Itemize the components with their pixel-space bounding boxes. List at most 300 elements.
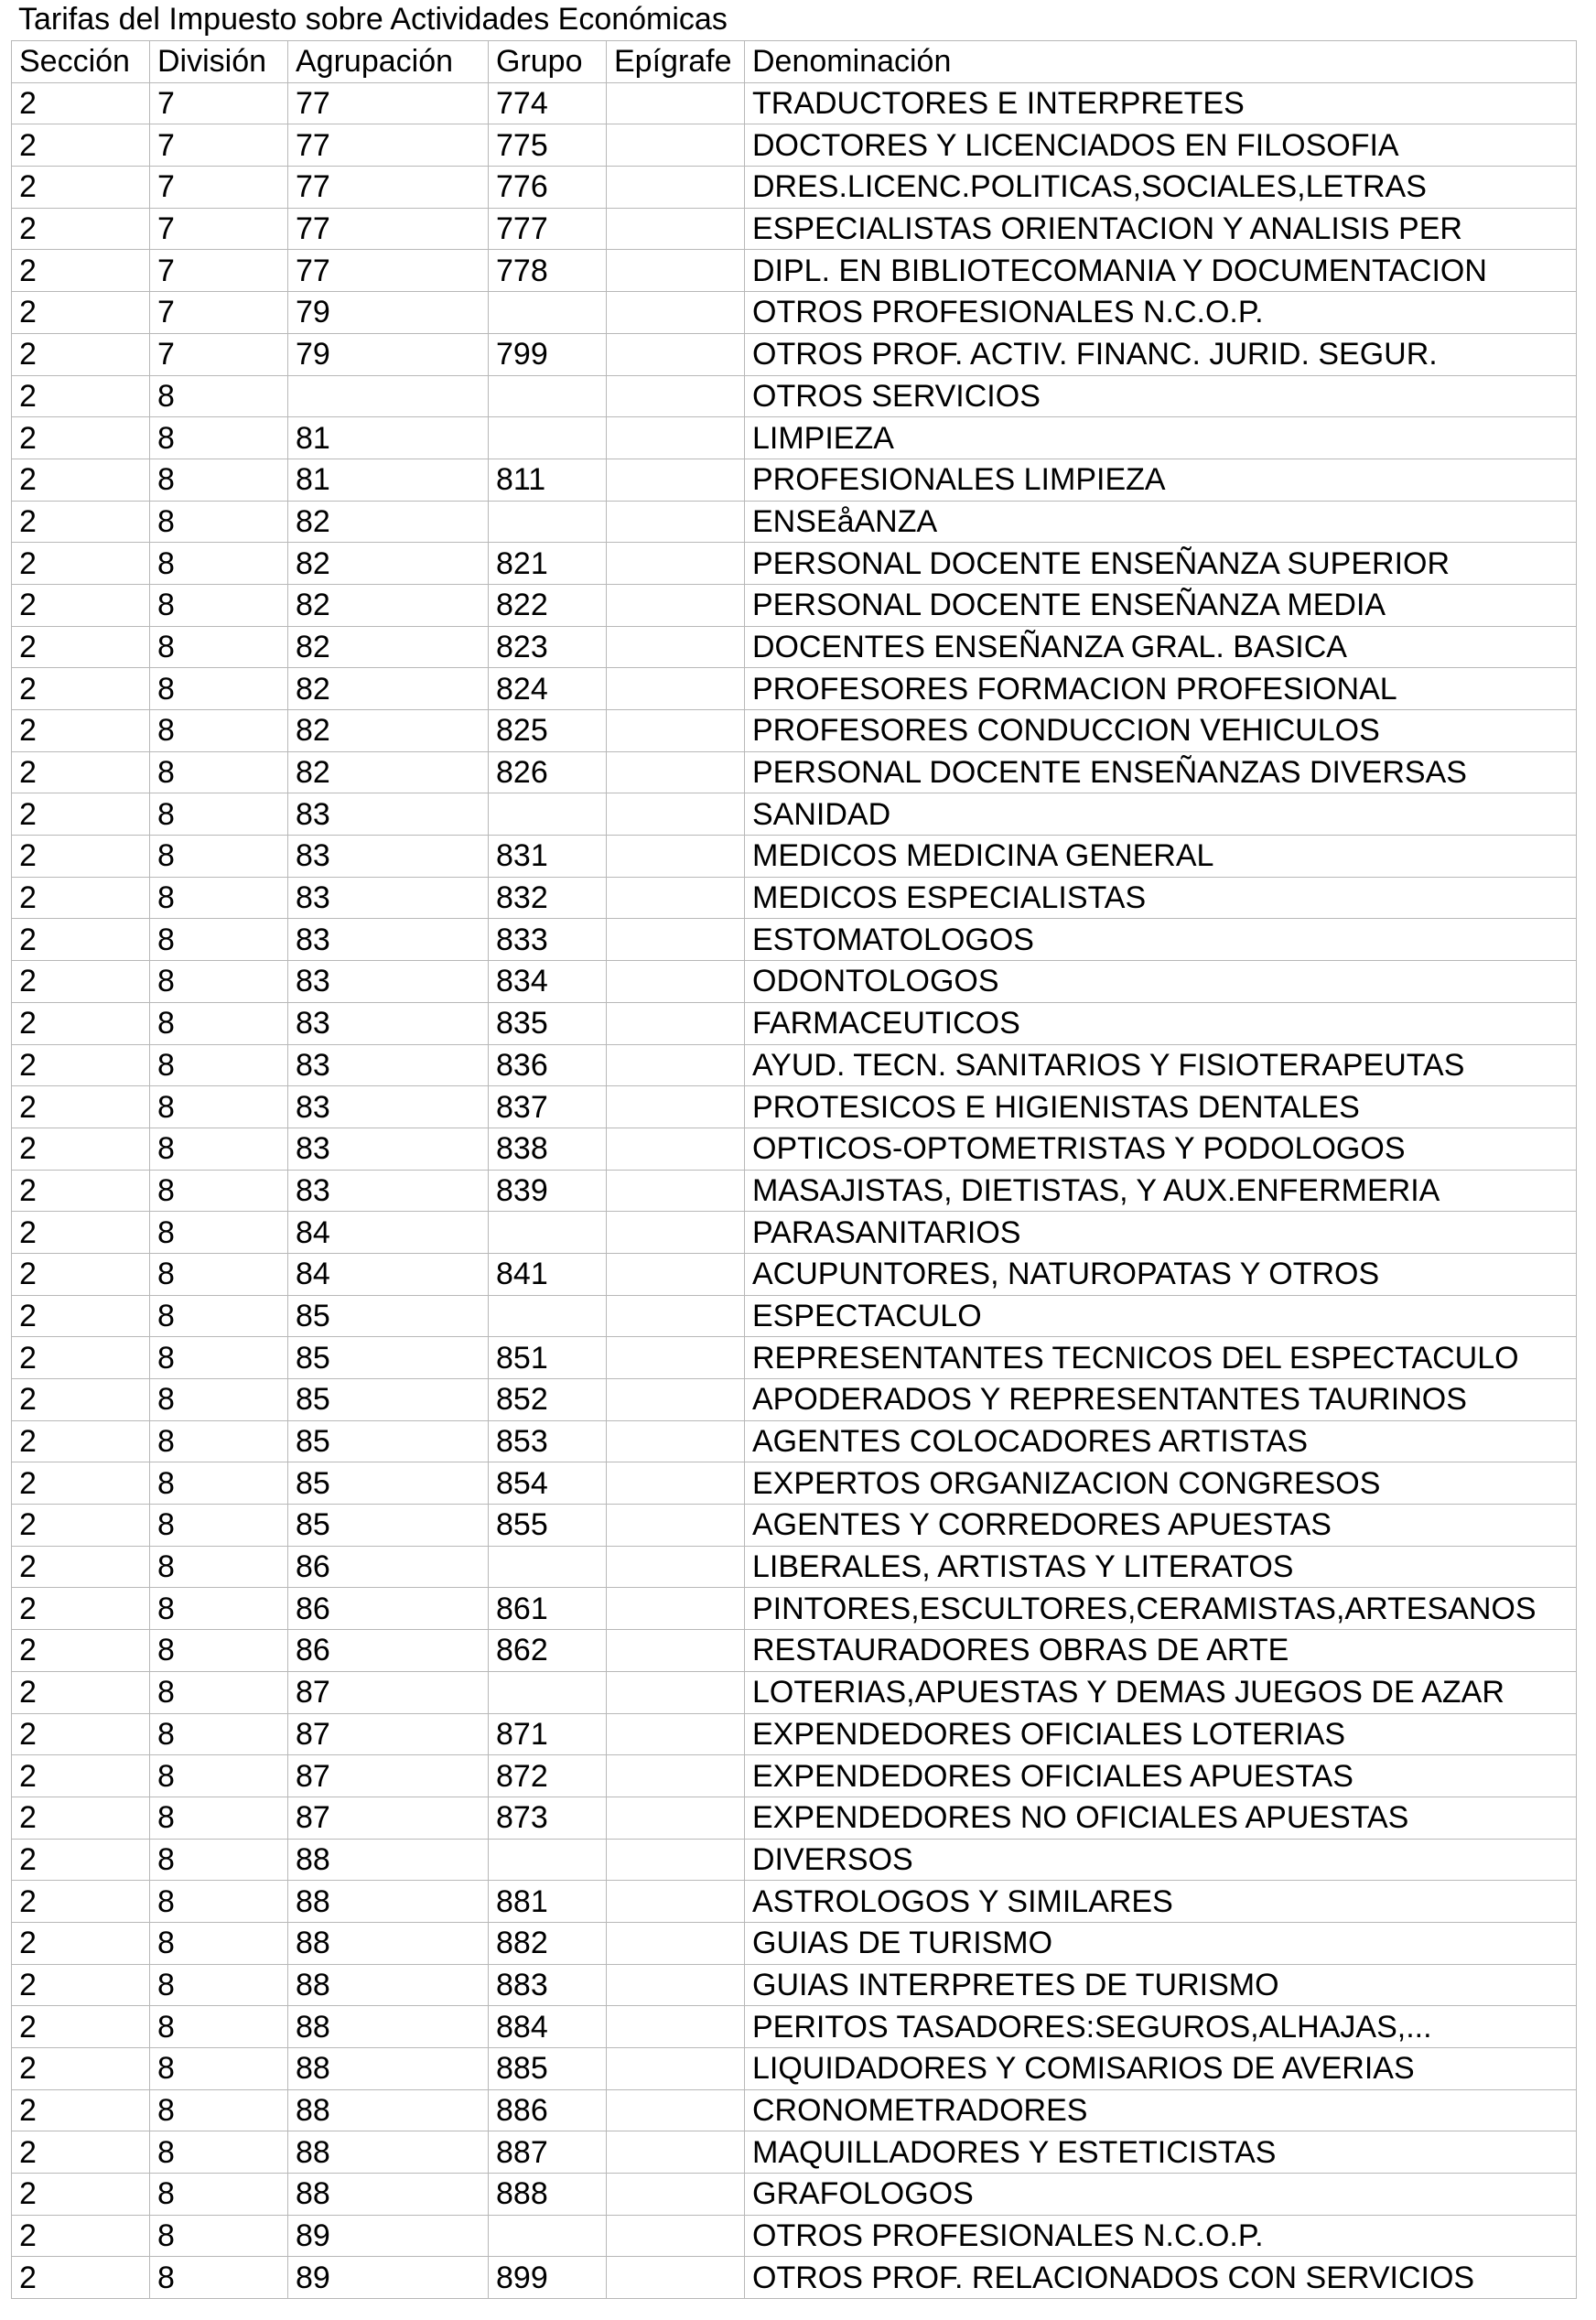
header-agrupacion: Agrupación [288,41,489,83]
cell-epigrafe [607,1128,745,1170]
cell-epigrafe [607,375,745,417]
table-row [12,208,1577,250]
table-row [12,710,1577,752]
cell-grupo [489,2215,607,2257]
cell-denominacion: PROFESIONALES LIMPIEZA [745,459,1577,501]
cell-seccion: 2 [12,250,150,292]
table-row [12,1086,1577,1128]
cell-denominacion: LIMPIEZA [745,417,1577,459]
header-epigrafe: Epígrafe [607,41,745,83]
cell-seccion: 2 [12,333,150,375]
cell-division: 8 [150,1128,288,1170]
cell-denominacion: GUIAS INTERPRETES DE TURISMO [745,1964,1577,2006]
table-row [12,333,1577,375]
cell-epigrafe [607,2048,745,2090]
table-row [12,1420,1577,1462]
cell-seccion: 2 [12,1253,150,1295]
cell-seccion: 2 [12,1212,150,1254]
cell-division: 8 [150,1671,288,1713]
cell-denominacion: ACUPUNTORES, NATUROPATAS Y OTROS [745,1253,1577,1295]
cell-division: 7 [150,167,288,209]
cell-seccion: 2 [12,1630,150,1672]
cell-seccion: 2 [12,1379,150,1421]
cell-seccion: 2 [12,459,150,501]
cell-grupo [489,292,607,334]
cell-denominacion: AYUD. TECN. SANITARIOS Y FISIOTERAPEUTAS [745,1044,1577,1086]
cell-epigrafe [607,1170,745,1212]
cell-seccion: 2 [12,2048,150,2090]
cell-epigrafe [607,1044,745,1086]
table-row [12,1630,1577,1672]
table-row [12,292,1577,334]
cell-agrupacion: 85 [288,1505,489,1547]
cell-grupo: 774 [489,82,607,124]
cell-denominacion: OTROS PROFESIONALES N.C.O.P. [745,2215,1577,2257]
cell-agrupacion: 83 [288,1044,489,1086]
cell-epigrafe [607,1755,745,1797]
cell-division: 8 [150,2048,288,2090]
cell-seccion: 2 [12,1964,150,2006]
cell-denominacion: EXPENDEDORES OFICIALES LOTERIAS [745,1713,1577,1755]
cell-grupo: 882 [489,1922,607,1964]
cell-denominacion: DIPL. EN BIBLIOTECOMANIA Y DOCUMENTACION [745,250,1577,292]
cell-seccion: 2 [12,375,150,417]
cell-division: 8 [150,1546,288,1588]
cell-agrupacion: 77 [288,167,489,209]
cell-division: 8 [150,375,288,417]
cell-grupo: 854 [489,1462,607,1505]
cell-grupo: 825 [489,710,607,752]
cell-agrupacion: 83 [288,793,489,836]
cell-denominacion: OPTICOS-OPTOMETRISTAS Y PODOLOGOS [745,1128,1577,1170]
cell-grupo: 811 [489,459,607,501]
cell-seccion: 2 [12,2257,150,2299]
cell-agrupacion: 85 [288,1337,489,1379]
cell-division: 8 [150,584,288,626]
cell-division: 8 [150,961,288,1003]
cell-denominacion: ODONTOLOGOS [745,961,1577,1003]
cell-seccion: 2 [12,961,150,1003]
cell-grupo: 824 [489,668,607,710]
cell-epigrafe [607,2174,745,2216]
table-row [12,1755,1577,1797]
cell-grupo [489,417,607,459]
cell-denominacion: OTROS PROF. RELACIONADOS CON SERVICIOS [745,2257,1577,2299]
cell-epigrafe [607,417,745,459]
cell-agrupacion: 85 [288,1420,489,1462]
table-row [12,1212,1577,1254]
cell-grupo: 836 [489,1044,607,1086]
tarifas-table [11,40,1577,2299]
cell-seccion: 2 [12,877,150,919]
cell-seccion: 2 [12,208,150,250]
cell-division: 8 [150,1839,288,1881]
cell-epigrafe [607,1337,745,1379]
cell-agrupacion: 83 [288,1086,489,1128]
cell-denominacion: EXPENDEDORES NO OFICIALES APUESTAS [745,1797,1577,1839]
cell-division: 8 [150,1337,288,1379]
cell-denominacion: GUIAS DE TURISMO [745,1922,1577,1964]
cell-agrupacion: 84 [288,1253,489,1295]
cell-agrupacion: 83 [288,1170,489,1212]
cell-agrupacion: 88 [288,1881,489,1923]
cell-division: 8 [150,1170,288,1212]
cell-grupo: 899 [489,2257,607,2299]
header-denominacion: Denominación [745,41,1577,83]
cell-epigrafe [607,2131,745,2174]
cell-denominacion: LIBERALES, ARTISTAS Y LITERATOS [745,1546,1577,1588]
cell-epigrafe [607,626,745,668]
cell-agrupacion: 82 [288,626,489,668]
table-row [12,417,1577,459]
table-row [12,1922,1577,1964]
cell-epigrafe [607,1212,745,1254]
cell-grupo: 883 [489,1964,607,2006]
cell-grupo: 885 [489,2048,607,2090]
cell-grupo: 822 [489,584,607,626]
cell-division: 8 [150,1630,288,1672]
cell-denominacion: PERSONAL DOCENTE ENSEÑANZA SUPERIOR [745,543,1577,585]
cell-agrupacion: 83 [288,877,489,919]
cell-division: 8 [150,1086,288,1128]
cell-denominacion: REPRESENTANTES TECNICOS DEL ESPECTACULO [745,1337,1577,1379]
cell-grupo: 871 [489,1713,607,1755]
cell-grupo: 873 [489,1797,607,1839]
cell-agrupacion: 87 [288,1713,489,1755]
cell-denominacion: PERITOS TASADORES:SEGUROS,ALHAJAS,... [745,2006,1577,2048]
cell-agrupacion: 88 [288,2006,489,2048]
cell-agrupacion: 82 [288,710,489,752]
cell-denominacion: OTROS SERVICIOS [745,375,1577,417]
table-row [12,2048,1577,2090]
cell-seccion: 2 [12,751,150,793]
table-body [12,82,1577,2298]
cell-agrupacion: 82 [288,501,489,543]
cell-grupo: 888 [489,2174,607,2216]
table-row [12,124,1577,167]
cell-agrupacion: 89 [288,2215,489,2257]
cell-seccion: 2 [12,167,150,209]
cell-epigrafe [607,919,745,961]
cell-agrupacion: 82 [288,543,489,585]
cell-agrupacion: 88 [288,1964,489,2006]
cell-grupo: 777 [489,208,607,250]
cell-seccion: 2 [12,1713,150,1755]
cell-agrupacion: 86 [288,1546,489,1588]
cell-seccion: 2 [12,1881,150,1923]
table-row [12,459,1577,501]
table-row [12,1546,1577,1588]
cell-epigrafe [607,1839,745,1881]
cell-grupo: 823 [489,626,607,668]
cell-division: 7 [150,292,288,334]
cell-denominacion: AGENTES Y CORREDORES APUESTAS [745,1505,1577,1547]
cell-denominacion: ENSEåANZA [745,501,1577,543]
cell-grupo: 851 [489,1337,607,1379]
cell-grupo [489,1212,607,1254]
page-title: Tarifas del Impuesto sobre Actividades Económicas [18,2,728,37]
cell-epigrafe [607,1295,745,1337]
cell-epigrafe [607,2257,745,2299]
cell-seccion: 2 [12,2215,150,2257]
cell-epigrafe [607,208,745,250]
cell-agrupacion: 88 [288,2089,489,2131]
cell-agrupacion: 88 [288,2048,489,2090]
cell-agrupacion: 88 [288,2131,489,2174]
cell-division: 8 [150,877,288,919]
table-row [12,1128,1577,1170]
cell-division: 8 [150,2131,288,2174]
cell-denominacion: DOCTORES Y LICENCIADOS EN FILOSOFIA [745,124,1577,167]
cell-agrupacion: 82 [288,751,489,793]
cell-seccion: 2 [12,1588,150,1630]
cell-denominacion: ESPECTACULO [745,1295,1577,1337]
table-header-row [12,41,1577,83]
cell-grupo: 837 [489,1086,607,1128]
cell-denominacion: CRONOMETRADORES [745,2089,1577,2131]
cell-agrupacion: 83 [288,1128,489,1170]
cell-grupo: 862 [489,1630,607,1672]
cell-seccion: 2 [12,292,150,334]
cell-agrupacion: 88 [288,1922,489,1964]
cell-epigrafe [607,1002,745,1044]
cell-epigrafe [607,1630,745,1672]
cell-denominacion: PINTORES,ESCULTORES,CERAMISTAS,ARTESANOS [745,1588,1577,1630]
table-row [12,1044,1577,1086]
cell-division: 8 [150,2089,288,2131]
cell-grupo: 838 [489,1128,607,1170]
cell-division: 8 [150,1505,288,1547]
table-row [12,2131,1577,2174]
cell-seccion: 2 [12,2006,150,2048]
cell-epigrafe [607,543,745,585]
cell-epigrafe [607,1964,745,2006]
header-division: División [150,41,288,83]
table-row [12,167,1577,209]
cell-division: 8 [150,1295,288,1337]
table-row [12,2215,1577,2257]
cell-epigrafe [607,1086,745,1128]
cell-agrupacion [288,375,489,417]
cell-agrupacion: 77 [288,250,489,292]
cell-agrupacion: 81 [288,417,489,459]
cell-epigrafe [607,836,745,878]
table-row [12,2006,1577,2048]
cell-agrupacion: 87 [288,1797,489,1839]
table-row [12,1002,1577,1044]
cell-grupo: 881 [489,1881,607,1923]
cell-agrupacion: 86 [288,1630,489,1672]
cell-denominacion: DRES.LICENC.POLITICAS,SOCIALES,LETRAS [745,167,1577,209]
table-row [12,2257,1577,2299]
cell-epigrafe [607,459,745,501]
cell-denominacion: MAQUILLADORES Y ESTETICISTAS [745,2131,1577,2174]
cell-denominacion: LIQUIDADORES Y COMISARIOS DE AVERIAS [745,2048,1577,2090]
cell-division: 8 [150,1755,288,1797]
cell-division: 8 [150,1002,288,1044]
table-row [12,961,1577,1003]
cell-agrupacion: 82 [288,584,489,626]
cell-seccion: 2 [12,1044,150,1086]
cell-agrupacion: 86 [288,1588,489,1630]
cell-division: 8 [150,1881,288,1923]
table-row [12,1295,1577,1337]
cell-epigrafe [607,1922,745,1964]
cell-denominacion: OTROS PROF. ACTIV. FINANC. JURID. SEGUR. [745,333,1577,375]
cell-seccion: 2 [12,1128,150,1170]
cell-division: 8 [150,501,288,543]
table-row [12,1881,1577,1923]
table-row [12,919,1577,961]
cell-epigrafe [607,584,745,626]
cell-seccion: 2 [12,543,150,585]
cell-epigrafe [607,1797,745,1839]
cell-grupo: 861 [489,1588,607,1630]
cell-seccion: 2 [12,2089,150,2131]
cell-division: 8 [150,1212,288,1254]
cell-epigrafe [607,1462,745,1505]
cell-denominacion: MEDICOS ESPECIALISTAS [745,877,1577,919]
cell-division: 8 [150,1713,288,1755]
cell-denominacion: PERSONAL DOCENTE ENSEÑANZA MEDIA [745,584,1577,626]
cell-grupo: 834 [489,961,607,1003]
cell-seccion: 2 [12,584,150,626]
cell-agrupacion: 85 [288,1295,489,1337]
table-row [12,2089,1577,2131]
table-row [12,1379,1577,1421]
cell-division: 8 [150,2257,288,2299]
cell-denominacion: MEDICOS MEDICINA GENERAL [745,836,1577,878]
cell-grupo: 775 [489,124,607,167]
cell-division: 7 [150,333,288,375]
cell-grupo: 833 [489,919,607,961]
cell-division: 8 [150,2174,288,2216]
cell-seccion: 2 [12,501,150,543]
cell-epigrafe [607,250,745,292]
cell-division: 8 [150,751,288,793]
cell-epigrafe [607,501,745,543]
cell-denominacion: PROFESORES CONDUCCION VEHICULOS [745,710,1577,752]
cell-denominacion: TRADUCTORES E INTERPRETES [745,82,1577,124]
cell-seccion: 2 [12,1337,150,1379]
cell-agrupacion: 79 [288,292,489,334]
table-row [12,626,1577,668]
cell-seccion: 2 [12,668,150,710]
cell-agrupacion: 84 [288,1212,489,1254]
cell-grupo: 886 [489,2089,607,2131]
cell-division: 8 [150,626,288,668]
cell-agrupacion: 77 [288,208,489,250]
cell-epigrafe [607,1881,745,1923]
table-row [12,501,1577,543]
cell-seccion: 2 [12,82,150,124]
cell-epigrafe [607,1379,745,1421]
table-row [12,751,1577,793]
table-row [12,1964,1577,2006]
table-row [12,1253,1577,1295]
cell-epigrafe [607,877,745,919]
cell-agrupacion: 81 [288,459,489,501]
cell-epigrafe [607,1546,745,1588]
cell-grupo: 831 [489,836,607,878]
cell-division: 7 [150,250,288,292]
cell-epigrafe [607,1505,745,1547]
cell-agrupacion: 89 [288,2257,489,2299]
cell-grupo: 799 [489,333,607,375]
table-row [12,1588,1577,1630]
cell-division: 8 [150,1964,288,2006]
cell-epigrafe [607,333,745,375]
cell-denominacion: PROFESORES FORMACION PROFESIONAL [745,668,1577,710]
cell-grupo: 835 [489,1002,607,1044]
cell-grupo [489,1546,607,1588]
cell-grupo: 884 [489,2006,607,2048]
cell-division: 8 [150,1379,288,1421]
cell-denominacion: DOCENTES ENSEÑANZA GRAL. BASICA [745,626,1577,668]
cell-epigrafe [607,1420,745,1462]
cell-denominacion: LOTERIAS,APUESTAS Y DEMAS JUEGOS DE AZAR [745,1671,1577,1713]
header-seccion: Sección [12,41,150,83]
cell-division: 8 [150,417,288,459]
cell-seccion: 2 [12,124,150,167]
cell-grupo: 832 [489,877,607,919]
cell-division: 8 [150,793,288,836]
cell-denominacion: EXPERTOS ORGANIZACION CONGRESOS [745,1462,1577,1505]
cell-agrupacion: 87 [288,1671,489,1713]
cell-epigrafe [607,751,745,793]
cell-epigrafe [607,1671,745,1713]
table-row [12,1337,1577,1379]
cell-agrupacion: 83 [288,1002,489,1044]
cell-grupo [489,1839,607,1881]
cell-agrupacion: 82 [288,668,489,710]
cell-denominacion: ESTOMATOLOGOS [745,919,1577,961]
table-row [12,584,1577,626]
cell-epigrafe [607,793,745,836]
cell-division: 7 [150,124,288,167]
cell-seccion: 2 [12,1462,150,1505]
table-row [12,1797,1577,1839]
cell-grupo: 855 [489,1505,607,1547]
cell-epigrafe [607,2089,745,2131]
cell-denominacion: ESPECIALISTAS ORIENTACION Y ANALISIS PER [745,208,1577,250]
cell-agrupacion: 77 [288,82,489,124]
cell-epigrafe [607,2215,745,2257]
cell-division: 8 [150,1588,288,1630]
cell-seccion: 2 [12,1755,150,1797]
cell-seccion: 2 [12,626,150,668]
cell-division: 8 [150,1420,288,1462]
cell-division: 8 [150,1922,288,1964]
cell-epigrafe [607,710,745,752]
cell-seccion: 2 [12,1671,150,1713]
cell-agrupacion: 79 [288,333,489,375]
table-row [12,82,1577,124]
cell-agrupacion: 83 [288,919,489,961]
cell-denominacion: MASAJISTAS, DIETISTAS, Y AUX.ENFERMERIA [745,1170,1577,1212]
cell-seccion: 2 [12,417,150,459]
cell-seccion: 2 [12,919,150,961]
table-row [12,1839,1577,1881]
cell-grupo [489,375,607,417]
cell-division: 8 [150,919,288,961]
cell-grupo: 872 [489,1755,607,1797]
table-row [12,668,1577,710]
cell-seccion: 2 [12,2174,150,2216]
cell-agrupacion: 83 [288,961,489,1003]
cell-seccion: 2 [12,793,150,836]
cell-epigrafe [607,1588,745,1630]
